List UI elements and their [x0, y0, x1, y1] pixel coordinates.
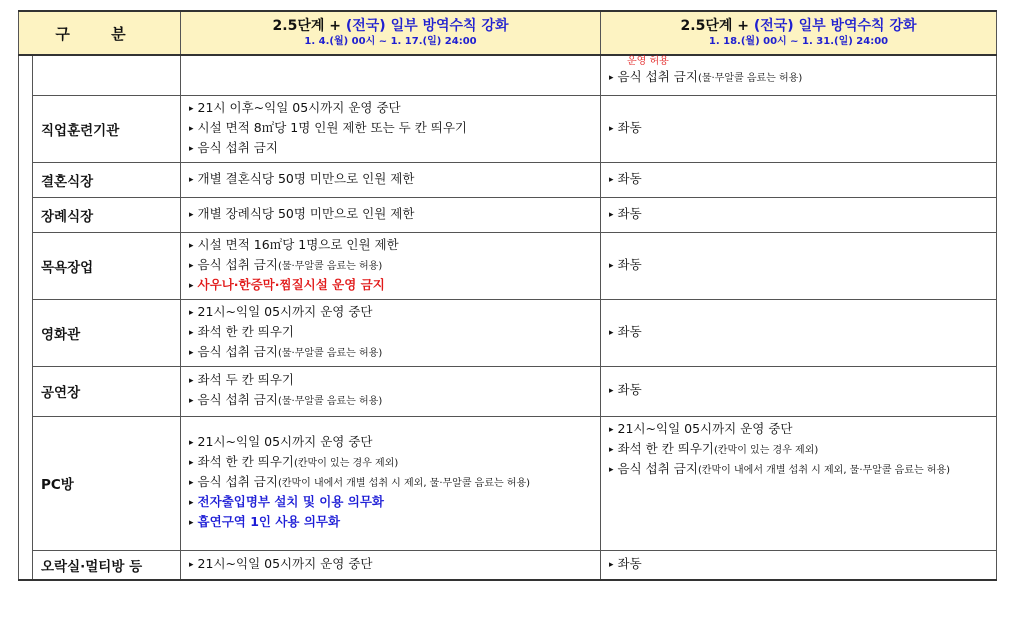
partial-row-note: 운영 허용	[627, 56, 669, 67]
rule-line: ▸ 21시 이후~익일 05시까지 운영 중단	[189, 99, 401, 115]
bullet-icon: ▸	[189, 143, 194, 154]
rule-line: ▸ 음식 섭취 금지	[189, 139, 278, 155]
bullet-icon: ▸	[189, 103, 194, 114]
row-category: 직업훈련기관	[33, 95, 181, 162]
bullet-icon: ▸	[189, 174, 194, 185]
rule-line: ▸ 사우나·한증막·찜질시설 운영 금지	[189, 276, 385, 292]
rule-line: ▸ 좌석 한 칸 띄우기(칸막이 있는 경우 제외)	[609, 440, 819, 456]
partial-row-col1	[181, 55, 601, 95]
bullet-icon: ▸	[189, 518, 194, 528]
partial-row	[19, 55, 997, 95]
row-col1-cell	[181, 232, 601, 299]
indent-column	[19, 416, 33, 550]
bullet-icon: ▸	[189, 209, 194, 220]
table-row	[19, 416, 997, 550]
rule-line: ▸ 21시~익일 05시까지 운영 중단	[189, 555, 373, 571]
bullet-icon: ▸	[609, 209, 614, 220]
bullet-icon: ▸	[609, 73, 614, 83]
rule-line: ▸ 좌동	[609, 119, 642, 135]
rule-line: ▸ 음식 섭취 금지(물·무알콜 음료는 허용)	[189, 256, 383, 272]
header-category: 구 분	[19, 11, 181, 55]
rule-line: ▸ 전자출입명부 설치 및 이용 의무화	[189, 494, 385, 509]
rule-line: ▸ 21시~익일 05시까지 운영 중단	[189, 434, 373, 449]
bullet-icon: ▸	[609, 386, 614, 396]
row-category: 장례식장	[33, 197, 181, 232]
bullet-icon: ▸	[609, 464, 614, 475]
indent-column	[19, 197, 33, 232]
rule-line: ▸ 21시~익일 05시까지 운영 중단	[609, 420, 793, 436]
table-row	[19, 366, 997, 416]
rule-line: ▸ 좌석 한 칸 띄우기	[189, 323, 294, 339]
rule-line: ▸ 음식 섭취 금지(물·무알콜 음료는 허용)	[189, 343, 383, 359]
row-col1-cell	[181, 162, 601, 197]
quarantine-rules-table	[18, 10, 997, 581]
bullet-icon: ▸	[189, 327, 194, 338]
rule-line: ▸ 좌동	[609, 205, 642, 221]
header-col1-period: 1. 4.(월) 00시 ~ 1. 17.(일) 24:00	[304, 36, 477, 47]
table-row	[19, 232, 997, 299]
bullet-icon: ▸	[609, 123, 614, 134]
partial-row-category	[33, 55, 181, 95]
row-col1-cell	[181, 95, 601, 162]
bullet-icon: ▸	[609, 327, 614, 338]
bullet-icon: ▸	[189, 396, 194, 406]
bullet-icon: ▸	[189, 347, 194, 358]
rule-line: ▸ 좌동	[609, 170, 642, 186]
table-row	[19, 197, 997, 232]
bullet-icon: ▸	[189, 438, 194, 448]
bullet-icon: ▸	[609, 174, 614, 185]
bullet-icon: ▸	[189, 478, 194, 488]
bullet-icon: ▸	[189, 458, 194, 468]
row-col2-cell	[601, 366, 997, 416]
row-col2-cell	[601, 162, 997, 197]
bullet-icon: ▸	[609, 444, 614, 455]
header-col1	[181, 11, 601, 55]
rule-line: ▸ 21시~익일 05시까지 운영 중단	[189, 303, 373, 319]
row-col1-cell	[181, 416, 601, 550]
indent-column	[19, 95, 33, 162]
header-col1-title-highlight: (전국) 일부 방역수칙 강화	[345, 18, 509, 34]
row-col1-cell	[181, 197, 601, 232]
bullet-icon: ▸	[609, 559, 614, 570]
bullet-icon: ▸	[189, 240, 194, 251]
row-col2-cell	[601, 197, 997, 232]
partial-row-line: ▸ 음식 섭취 금지(물·무알콜 음료는 허용)	[609, 69, 803, 84]
bullet-icon: ▸	[189, 307, 194, 318]
row-col1-cell	[181, 550, 601, 580]
rule-line: ▸ 개별 결혼식당 50명 미만으로 인원 제한	[189, 170, 415, 186]
bullet-icon: ▸	[189, 376, 194, 386]
rule-line: ▸ 음식 섭취 금지(칸막이 내에서 개별 섭취 시 제외, 물·무알콜 음료는 허용)	[609, 460, 951, 476]
row-col2-cell	[601, 95, 997, 162]
table-row	[19, 162, 997, 197]
row-category: 오락실·멀티방 등	[33, 550, 181, 580]
row-category: 결혼식장	[33, 162, 181, 197]
indent-column	[19, 55, 33, 95]
indent-column	[19, 162, 33, 197]
rule-line: ▸ 좌석 한 칸 띄우기(칸막이 있는 경우 제외)	[189, 454, 399, 469]
row-category: 목욕장업	[33, 232, 181, 299]
row-col2-cell	[601, 299, 997, 366]
row-col1-cell	[181, 299, 601, 366]
row-col2-cell	[601, 416, 997, 550]
table-header-row	[19, 11, 997, 55]
header-col1-title-prefix: 2.5단계 +	[272, 18, 346, 34]
header-col2-title-prefix: 2.5단계 +	[680, 18, 754, 34]
bullet-icon: ▸	[189, 123, 194, 134]
header-col2-title-highlight: (전국) 일부 방역수칙 강화	[753, 18, 917, 34]
bullet-icon: ▸	[609, 260, 614, 271]
rule-line: ▸ 흡연구역 1인 사용 의무화	[189, 514, 341, 529]
bullet-icon: ▸	[189, 260, 194, 271]
row-category: 영화관	[33, 299, 181, 366]
rule-line: ▸ 좌석 두 칸 띄우기	[189, 372, 294, 387]
indent-column	[19, 232, 33, 299]
bullet-icon: ▸	[189, 498, 194, 508]
indent-column	[19, 299, 33, 366]
rule-line: ▸ 시설 면적 16㎡당 1명으로 인원 제한	[189, 236, 399, 252]
row-col1-cell	[181, 366, 601, 416]
bullet-icon: ▸	[189, 559, 194, 570]
rule-line: ▸ 음식 섭취 금지(물·무알콜 음료는 허용)	[189, 392, 383, 407]
partial-row-col2	[601, 55, 997, 95]
rule-line: ▸ 좌동	[609, 555, 642, 571]
rule-line: ▸ 좌동	[609, 256, 642, 272]
row-category: 공연장	[33, 366, 181, 416]
rule-line: ▸ 개별 장례식당 50명 미만으로 인원 제한	[189, 205, 415, 221]
header-col2	[601, 11, 997, 55]
table-row	[19, 95, 997, 162]
indent-column	[19, 366, 33, 416]
indent-column	[19, 550, 33, 580]
table-row	[19, 299, 997, 366]
row-category: PC방	[33, 416, 181, 550]
table-row	[19, 550, 997, 580]
bullet-icon: ▸	[189, 280, 194, 291]
bullet-icon: ▸	[609, 424, 614, 435]
rule-line: ▸ 시설 면적 8㎡당 1명 인원 제한 또는 두 칸 띄우기	[189, 119, 467, 135]
header-col2-period: 1. 18.(월) 00시 ~ 1. 31.(일) 24:00	[708, 36, 889, 47]
row-col2-cell	[601, 550, 997, 580]
rule-line: ▸ 좌동	[609, 382, 642, 397]
rule-line: ▸ 음식 섭취 금지(칸막이 내에서 개별 섭취 시 제외, 물·무알콜 음료는 허용)	[189, 474, 531, 489]
rule-line: ▸ 좌동	[609, 323, 642, 339]
row-col2-cell	[601, 232, 997, 299]
